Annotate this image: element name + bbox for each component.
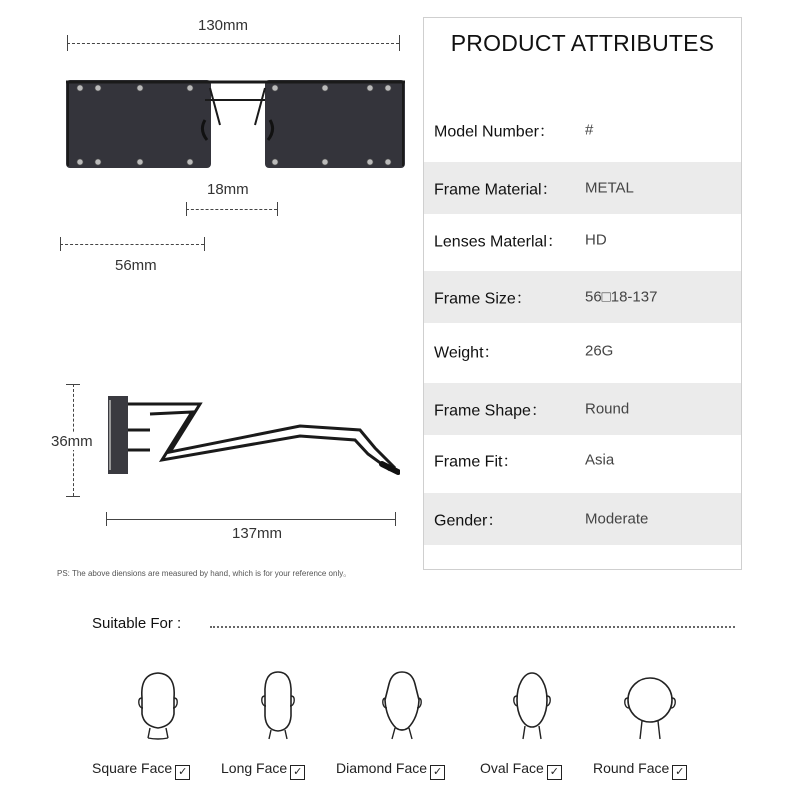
- attribute-row-frame-fit: [424, 434, 741, 486]
- dimension-tick: [395, 512, 396, 526]
- attribute-value: 26G: [585, 342, 614, 360]
- checkbox-checked-icon: ✓: [672, 765, 687, 780]
- dimension-label-bridge: 18mm: [207, 181, 249, 198]
- dotted-divider: [210, 626, 735, 628]
- attribute-key: Frame Size：: [434, 290, 532, 308]
- dimension-tick: [399, 35, 400, 51]
- attribute-value: Moderate: [585, 510, 649, 528]
- face-label-text: Square Face: [92, 760, 173, 776]
- oval-face-icon: [502, 668, 562, 740]
- dimension-line-total-width: [67, 43, 399, 44]
- checkbox-checked-icon: ✓: [290, 765, 305, 780]
- glasses-front-image: [60, 70, 410, 180]
- long-face-icon: [248, 668, 308, 740]
- face-label-diamond: [336, 760, 445, 780]
- checkbox-checked-icon: ✓: [430, 765, 445, 780]
- attribute-row-gender: [424, 493, 741, 545]
- glasses-side-image: [100, 390, 400, 480]
- dimension-label-lens-height: 36mm: [51, 433, 93, 450]
- attribute-key: Model Number：: [434, 123, 555, 141]
- checkbox-checked-icon: ✓: [547, 765, 562, 780]
- dimension-label-lens-width: 56mm: [115, 257, 157, 274]
- attribute-value: #: [585, 121, 594, 139]
- dimension-line-temple-length: [106, 519, 395, 520]
- attribute-key: Frame Fit：: [434, 453, 519, 471]
- product-attributes-panel: [423, 17, 742, 570]
- dimension-tick: [204, 237, 205, 251]
- face-label-round: [593, 760, 687, 780]
- face-label-text: Diamond Face: [336, 760, 428, 776]
- face-label-long: [221, 760, 305, 780]
- dimension-tick: [277, 202, 278, 216]
- attribute-value: Round: [585, 400, 630, 418]
- dimension-line-bridge: [186, 209, 277, 210]
- face-label-text: Round Face: [593, 760, 670, 776]
- face-label-text: Oval Face: [480, 760, 544, 776]
- suitable-for-title: Suitable For :: [92, 615, 182, 632]
- attribute-value: Asia: [585, 451, 615, 469]
- face-label-square: [92, 760, 190, 780]
- attribute-value: 56□18-137: [585, 288, 658, 306]
- attribute-value: HD: [585, 231, 607, 249]
- attribute-key: Frame Material：: [434, 181, 558, 199]
- attribute-key: Weight：: [434, 344, 500, 362]
- attribute-key: Frame Shape：: [434, 402, 547, 420]
- measurement-note: PS: The above diensions are measured by hand, which is for your reference only。: [57, 569, 352, 578]
- face-label-text: Long Face: [221, 760, 288, 776]
- diamond-face-icon: [372, 668, 432, 740]
- checkbox-checked-icon: ✓: [175, 765, 190, 780]
- dimension-line-lens-width: [60, 244, 204, 245]
- dimension-label-temple-length: 137mm: [232, 525, 283, 542]
- attribute-row-model-number: [424, 104, 741, 156]
- attribute-row-frame-shape: [424, 383, 741, 435]
- attribute-row-weight: [424, 325, 741, 377]
- attribute-row-lenses-material: [424, 214, 741, 266]
- round-face-icon: [620, 668, 680, 740]
- square-face-icon: [128, 668, 188, 740]
- dimension-tick: [66, 496, 80, 497]
- attribute-value: METAL: [585, 179, 634, 197]
- attribute-row-frame-material: [424, 162, 741, 214]
- attributes-title: PRODUCT ATTRIBUTES: [450, 30, 715, 56]
- dimension-label-total-width: 130mm: [198, 17, 249, 34]
- attribute-row-frame-size: [424, 271, 741, 323]
- attribute-key: Lenses Materlal：: [434, 233, 563, 251]
- face-label-oval: [480, 760, 562, 780]
- attribute-key: Gender：: [434, 512, 504, 530]
